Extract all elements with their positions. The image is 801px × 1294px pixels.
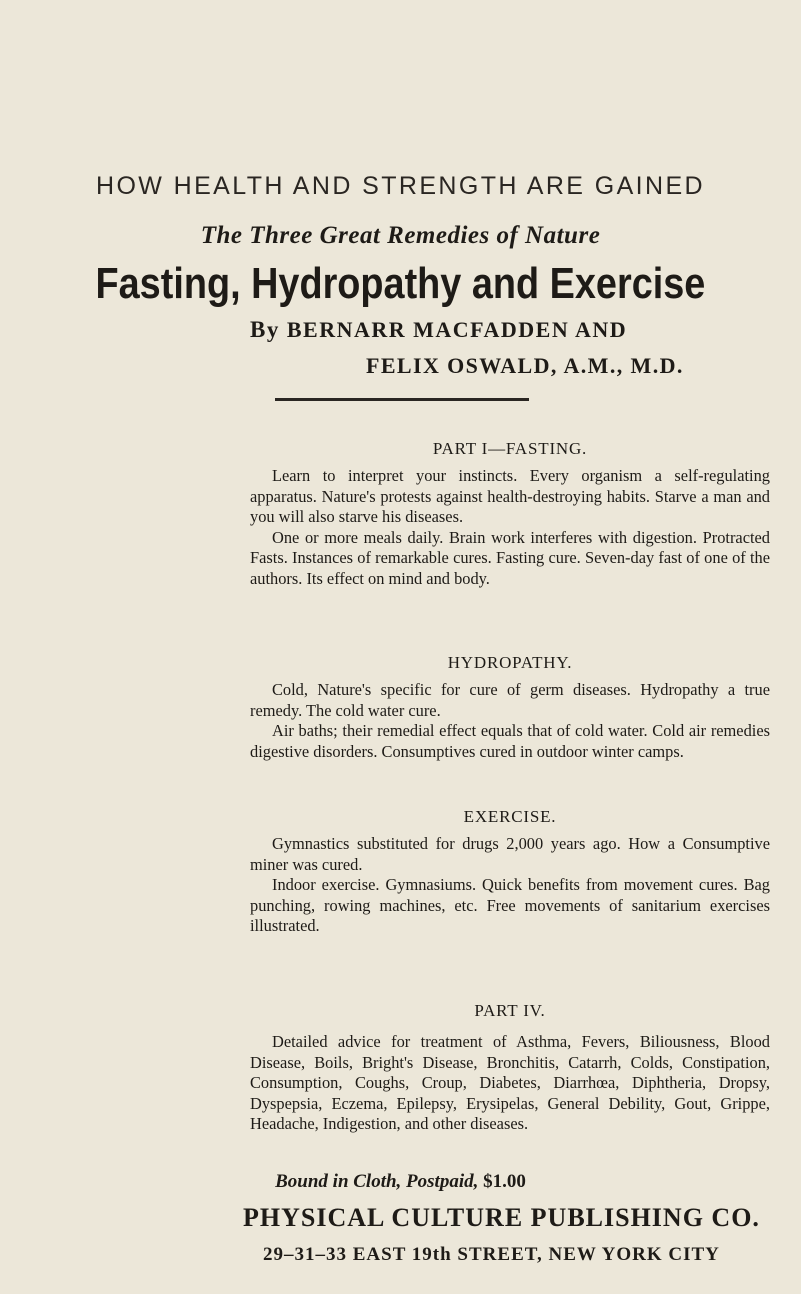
section-paragraph: Learn to interpret your instincts. Every organism a self-regulating apparatus. Nature's protests against health-destroying habits. Starve a man and you will also starve his diseases.	[250, 466, 770, 526]
section-paragraph: Detailed advice for treatment of Asthma, Fevers, Biliousness, Blood Disease, Boils, Bright's Disease, Bronchitis, Catarrh, Colds, Constipation, Consumption, Coughs, Croup, Diabetes, Diarrhœa, Diphtheria, Dropsy, Dyspepsia, Eczema, Epilepsy, Erysipelas, General Debility, Gout, Grippe, Headache, Indigestion, and other diseases.	[250, 1032, 770, 1133]
section-heading: EXERCISE.	[463, 807, 557, 826]
section-heading: PART I—FASTING.	[432, 439, 588, 458]
section-paragraph: Cold, Nature's specific for cure of germ diseases. Hydropathy a true remedy. The cold water cure.	[250, 680, 770, 720]
binding-text: Bound in Cloth, Postpaid,	[275, 1171, 479, 1192]
book-subtitle: The Three Great Remedies of Nature	[200, 222, 601, 249]
section-part-iv	[250, 1000, 770, 1135]
price: $1.00	[483, 1171, 526, 1192]
section-paragraph: Gymnastics substituted for drugs 2,000 years ago. How a Consumptive miner was cured.	[250, 834, 770, 874]
publisher-address: 29–31–33 EAST 19th STREET, NEW YORK CITY	[263, 1244, 720, 1265]
authors-line-2: FELIX OSWALD, A.M., M.D.	[366, 353, 684, 378]
authors-line-1	[250, 317, 627, 343]
section-hydropathy	[250, 652, 770, 762]
section-fasting	[250, 438, 770, 589]
top-heading: HOW HEALTH AND STRENGTH ARE GAINED	[96, 172, 705, 200]
authors-by: By	[250, 317, 280, 342]
book-title: Fasting, Hydropathy and Exercise	[95, 259, 706, 308]
publisher-name: PHYSICAL CULTURE PUBLISHING CO.	[243, 1203, 760, 1232]
section-heading: PART IV.	[474, 1001, 546, 1020]
divider-rule	[275, 398, 529, 401]
authors-names-1: BERNARR MACFADDEN AND	[286, 317, 628, 342]
section-exercise	[250, 806, 770, 937]
section-paragraph: Air baths; their remedial effect equals that of cold water. Cold air remedies digestive disorders. Consumptives cured in outdoor winter camps.	[250, 721, 770, 761]
section-paragraph: Indoor exercise. Gymnasiums. Quick benefits from movement cures. Bag punching, rowing machines, etc. Free movements of sanitarium exercises illustrated.	[250, 875, 770, 935]
binding-price-line	[0, 1171, 801, 1193]
section-paragraph: One or more meals daily. Brain work interferes with digestion. Protracted Fasts. Instances of remarkable cures. Fasting cure. Seven-day fast of one of the authors. Its effect on mind and body.	[250, 527, 770, 588]
section-heading: HYDROPATHY.	[447, 653, 573, 672]
